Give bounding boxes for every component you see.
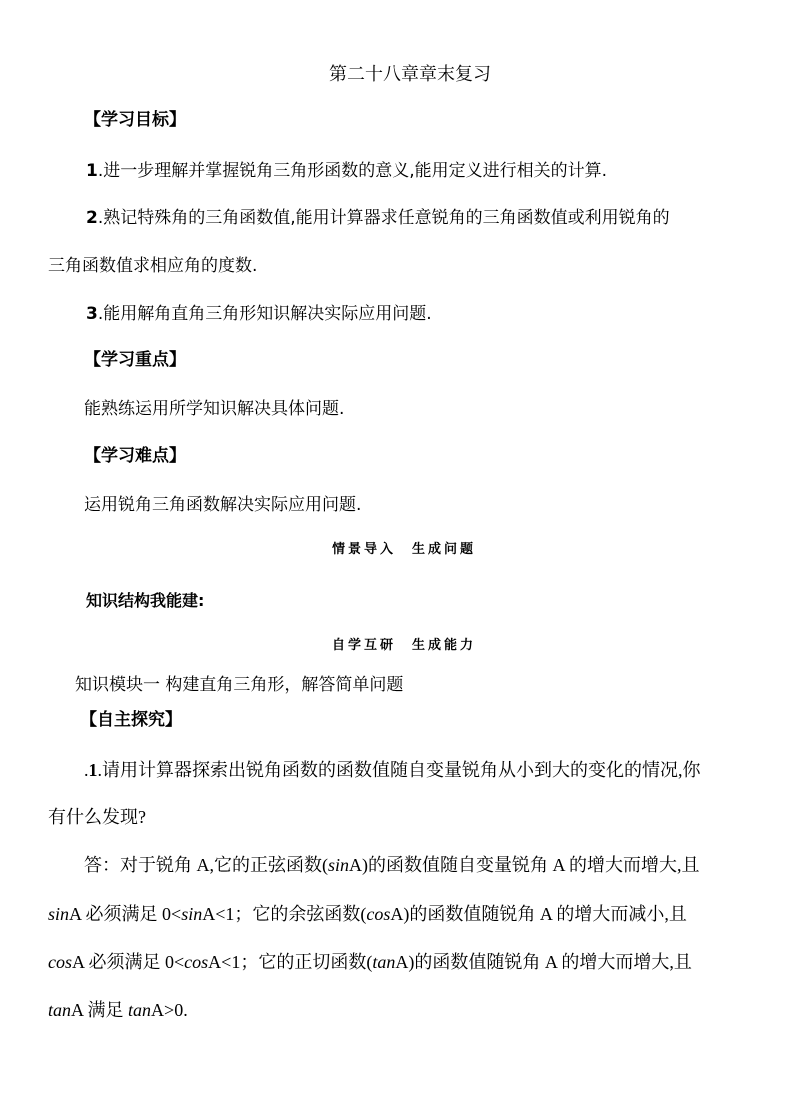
question-1-line-2: 有什么发现? xyxy=(48,807,146,827)
goal-item-3-number: 3 xyxy=(86,304,98,324)
answer-3-tan: tan xyxy=(372,952,396,972)
goal-item-2-line-1 xyxy=(86,206,670,230)
answer-3-b: A<1；它的正切函数( xyxy=(208,952,373,972)
answer-4-tan-1: tan xyxy=(48,1000,72,1020)
answer-4-tan-2: tan xyxy=(128,1000,152,1020)
answer-2-c: A)的函数值随锐角 A 的增大而减小,且 xyxy=(390,904,687,924)
answer-2-cos: cos xyxy=(366,904,391,924)
answer-line-4 xyxy=(48,998,188,1022)
difficulties-heading: 【学习难点】 xyxy=(84,446,186,466)
answer-2-sin-1: sin xyxy=(48,904,70,924)
question-1-number: 1 xyxy=(88,760,98,780)
answer-4-a: A 满足 xyxy=(71,1000,129,1020)
answer-4-b: A>0. xyxy=(151,1000,188,1020)
answer-2-a: A 必须满足 0< xyxy=(69,904,182,924)
section-title-scene-intro: 情景导入 生成问题 xyxy=(332,542,477,557)
answer-3-c: A)的函数值随锐角 A 的增大而增大,且 xyxy=(395,952,692,972)
answer-2-b: A<1；它的余弦函数( xyxy=(202,904,367,924)
answer-2-sin-2: sin xyxy=(181,904,203,924)
section-title-self-study: 自学互研 生成能力 xyxy=(332,638,477,653)
question-1-text: .请用计算器探索出锐角函数的函数值随自变量锐角从小到大的变化的情况,你 xyxy=(97,760,701,780)
goal-item-3 xyxy=(86,302,432,326)
explore-heading: 【自主探究】 xyxy=(80,710,182,730)
goal-item-3-text: .能用解角直角三角形知识解决实际应用问题. xyxy=(97,304,432,324)
answer-1-sin: sin xyxy=(328,855,350,875)
goal-item-2-number: 2 xyxy=(86,208,98,228)
goals-heading: 【学习目标】 xyxy=(84,110,186,130)
answer-line-1 xyxy=(84,853,700,877)
keypoints-heading: 【学习重点】 xyxy=(84,350,186,370)
answer-3-cos-1: cos xyxy=(48,952,72,972)
knowledge-module-1: 知识模块一 构建直角三角形，解答简单问题 xyxy=(75,675,404,695)
goal-item-1-number: 1 xyxy=(86,161,98,181)
keypoints-text: 能熟练运用所学知识解决具体问题. xyxy=(84,399,345,419)
answer-1-a: 答：对于锐角 A,它的正弦函数( xyxy=(84,855,328,875)
question-1-line-1 xyxy=(84,758,701,782)
goal-item-2-line-2: 三角函数值求相应角的度数. xyxy=(48,256,258,276)
knowledge-build-label: 知识结构我能建: xyxy=(86,591,205,610)
answer-3-cos-2: cos xyxy=(184,952,209,972)
answer-1-b: A)的函数值随自变量锐角 A 的增大而增大,且 xyxy=(349,855,700,875)
answer-line-3 xyxy=(48,950,692,974)
goal-item-2-text: .熟记特殊角的三角函数值,能用计算器求任意锐角的三角函数值或利用锐角的 xyxy=(97,208,670,228)
answer-3-a: A 必须满足 0< xyxy=(72,952,185,972)
difficulties-text: 运用锐角三角函数解决实际应用问题. xyxy=(84,495,362,515)
chapter-title: 第二十八章章末复习 xyxy=(329,64,491,84)
goal-item-1 xyxy=(86,159,607,183)
goal-item-1-text: .进一步理解并掌握锐角三角形函数的意义,能用定义进行相关的计算. xyxy=(97,161,608,181)
question-1-lead-dot: . xyxy=(84,760,89,780)
answer-line-2 xyxy=(48,902,687,926)
